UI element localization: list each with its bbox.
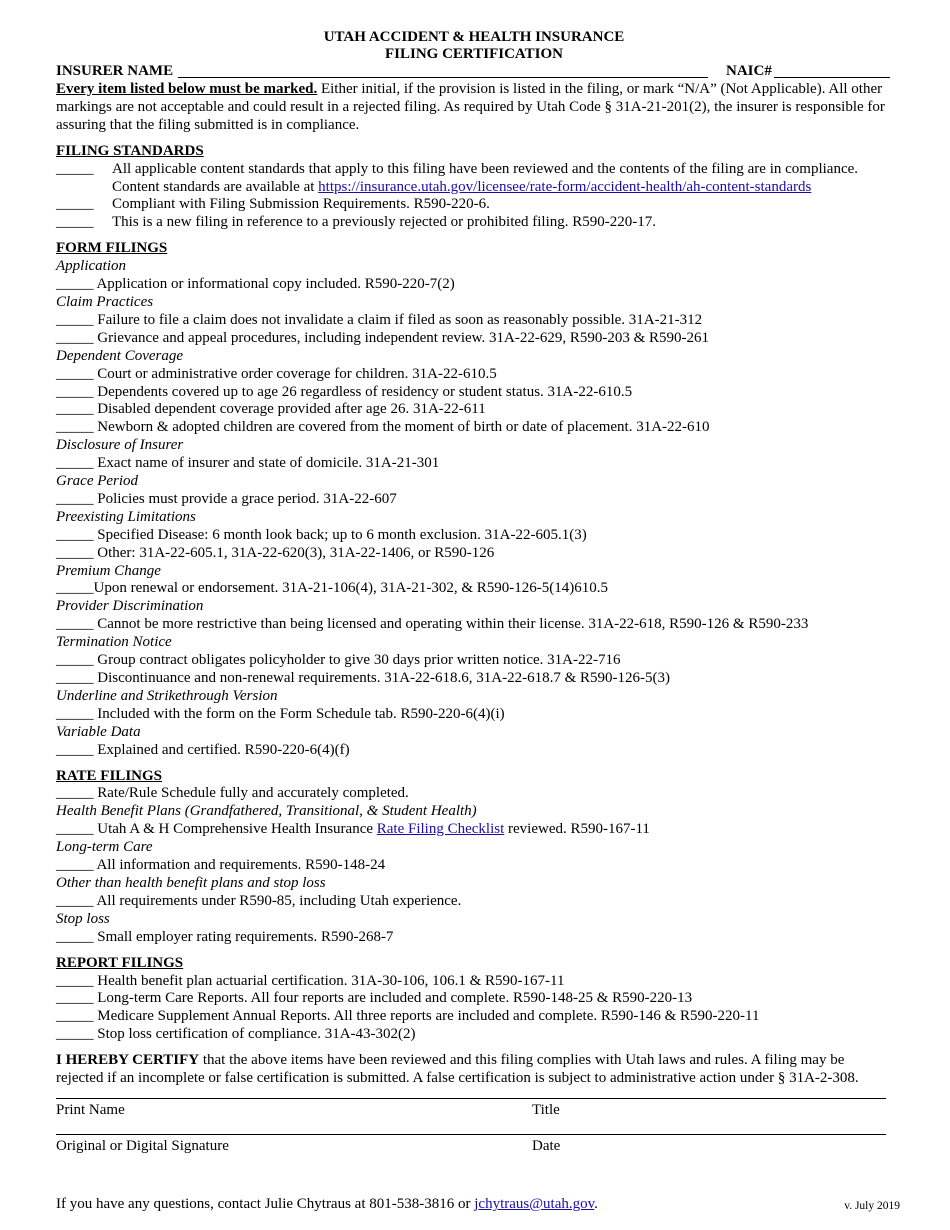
category-label: Variable Data	[56, 723, 141, 740]
initial-blank[interactable]: _____	[56, 670, 94, 686]
initial-blank[interactable]: _____	[56, 1008, 94, 1025]
signature-label: Original or Digital Signature	[56, 1137, 229, 1154]
filing-standard-item	[56, 196, 892, 214]
report-filings-list	[56, 973, 892, 1045]
category-label: Other than health benefit plans and stop loss	[56, 874, 326, 891]
initial-blank[interactable]: _____	[56, 329, 94, 346]
initial-blank[interactable]: _____	[56, 990, 94, 1007]
form-filings-heading: FORM FILINGS	[56, 240, 168, 257]
report-filings-heading: REPORT FILINGS	[56, 954, 184, 971]
item-text: Medicare Supplement Annual Reports. All three reports are included and complete. R590-146 & R590-220-11	[97, 1008, 760, 1025]
filing-standard-item	[56, 214, 892, 232]
certification-form	[56, 29, 892, 1166]
contact-text-end: .	[594, 1196, 598, 1212]
content-standards-link[interactable]: https://insurance.utah.gov/licensee/rate-form/accident-health/ah-content-standards	[318, 178, 812, 195]
checklist-item	[56, 312, 892, 330]
item-text: Disabled dependent coverage provided after age 26. 31A-22-611	[97, 401, 486, 418]
category-label: Provider Discrimination	[56, 598, 204, 615]
category-label: Underline and Strikethrough Version	[56, 687, 278, 704]
initial-blank[interactable]: _____	[56, 652, 94, 669]
initial-blank[interactable]: _____	[56, 365, 94, 382]
item-text: Group contract obligates policyholder to give 30 days prior written notice. 31A-22-716	[97, 652, 621, 669]
initial-blank[interactable]: _____	[56, 383, 94, 400]
item-text: Dependents covered up to age 26 regardless of residency or student status. 31A-22-610.5	[97, 383, 633, 400]
initial-blank[interactable]: _____	[56, 705, 94, 722]
category-label: Stop loss	[56, 910, 110, 927]
initial-blank[interactable]: _____	[56, 490, 94, 507]
category-label: Health Benefit Plans (Grandfathered, Transitional, & Student Health)	[56, 803, 477, 820]
checklist-item	[56, 821, 892, 839]
certify-bold: I HEREBY CERTIFY	[56, 1052, 200, 1069]
initial-blank[interactable]: _____	[56, 276, 94, 293]
certify-text: that the above items have been reviewed and this filing complies with Utah laws and rules. A filing may be rejected if an incomplete or false certification is submitted. A false certification is subject to administrative action under § 31A-2-308.	[56, 1052, 859, 1087]
checklist-item	[56, 616, 892, 634]
checklist-item	[56, 455, 892, 473]
item-text: Long-term Care Reports. All four reports are included and complete. R590-148-25 & R590-220-13	[97, 990, 693, 1007]
item-text: Utah A & H Comprehensive Health Insurance	[97, 821, 377, 838]
footer	[56, 1196, 900, 1214]
checklist-item	[56, 1026, 892, 1044]
item-text: Policies must provide a grace period. 31A-22-607	[97, 490, 397, 507]
initial-blank[interactable]: _____	[56, 401, 94, 418]
category-label: Dependent Coverage	[56, 347, 184, 364]
print-name-row	[56, 1094, 892, 1130]
checklist-item	[56, 545, 892, 563]
form-title-line2: FILING CERTIFICATION	[385, 46, 563, 62]
item-text: Small employer rating requirements. R590-268-7	[97, 928, 394, 945]
item-text: Court or administrative order coverage for children. 31A-22-610.5	[97, 365, 497, 382]
item-text: Explained and certified. R590-220-6(4)(f)	[97, 741, 350, 758]
checklist-item	[56, 785, 892, 803]
initial-blank[interactable]: _____	[56, 857, 94, 874]
initial-blank[interactable]: _____	[56, 214, 94, 231]
form-filings-list	[56, 258, 892, 759]
item-text: Rate/Rule Schedule fully and accurately completed.	[97, 785, 409, 802]
checklist-item	[56, 990, 892, 1008]
initial-blank[interactable]: _____	[56, 741, 94, 758]
item-text: Specified Disease: 6 month look back; up to 6 month exclusion. 31A-22-605.1(3)	[97, 526, 587, 543]
category-label: Application	[56, 258, 126, 275]
signature-row	[56, 1130, 892, 1166]
initial-blank[interactable]: _____	[56, 160, 94, 177]
version-label: v. July 2019	[844, 1200, 900, 1212]
filing-standard-item	[56, 161, 892, 197]
intro-text: Either initial, if the provision is listed in the filing, or mark “N/A” (Not Applicable). All other markings are not acceptable and could result in a rejected filing. As required by Utah Code § 31A-21-201(2), the insurer is responsible for assuring that the filing submitted is in compliance.	[56, 81, 885, 133]
initial-blank[interactable]: _____	[56, 544, 94, 561]
item-text: Failure to file a claim does not invalidate a claim if filed as soon as reasonably possible. 31A-21-312	[97, 311, 703, 328]
rate-filing-checklist-link[interactable]: Rate Filing Checklist	[376, 821, 505, 838]
initial-blank[interactable]: _____	[56, 1026, 94, 1043]
checklist-item	[56, 384, 892, 402]
category-label: Long-term Care	[56, 839, 153, 856]
checklist-item	[56, 1008, 892, 1026]
contact-text: If you have any questions, contact Julie Chytraus at 801-538-3816 or	[56, 1196, 475, 1212]
category-label: Disclosure of Insurer	[56, 437, 184, 454]
initial-blank[interactable]: _____	[56, 419, 94, 436]
filing-standard-text: All applicable content standards that apply to this filing have been reviewed and the contents of the filing are in compliance. Content standards are available at	[112, 160, 859, 195]
category-label: Claim Practices	[56, 293, 154, 310]
item-text: Discontinuance and non-renewal requirements. 31A-22-618.6, 31A-22-618.7 & R590-126-5(3)	[97, 670, 671, 686]
item-text: Exact name of insurer and state of domicile. 31A-21-301	[97, 455, 440, 472]
signature-line[interactable]	[56, 1134, 886, 1135]
insurer-name-label: INSURER NAME	[56, 63, 174, 79]
item-text: Application or informational copy included. R590-220-7(2)	[96, 276, 455, 293]
checklist-item	[56, 276, 892, 294]
initial-blank[interactable]: _____	[56, 972, 94, 989]
date-label: Date	[532, 1137, 561, 1154]
category-label: Preexisting Limitations	[56, 508, 196, 525]
initial-blank[interactable]: _____	[56, 785, 94, 802]
category-label: Grace Period	[56, 473, 139, 490]
initial-blank[interactable]: _____	[56, 196, 94, 213]
initial-blank[interactable]: _____	[56, 580, 94, 597]
intro-paragraph	[56, 81, 892, 135]
filing-standard-text: Compliant with Filing Submission Requirements. R590-220-6.	[112, 196, 490, 213]
checklist-item	[56, 491, 892, 509]
item-text: All requirements under R590-85, including Utah experience.	[96, 892, 462, 909]
initial-blank[interactable]: _____	[56, 526, 94, 543]
certification-statement	[56, 1052, 892, 1088]
initial-blank[interactable]: _____	[56, 892, 94, 909]
checklist-item	[56, 366, 892, 384]
item-text: Upon renewal or endorsement. 31A-21-106(4), 31A-21-302, & R590-126-5(14)610.5	[93, 580, 608, 597]
item-text: All information and requirements. R590-148-24	[96, 857, 386, 874]
category-label: Termination Notice	[56, 634, 172, 651]
insurer-row	[56, 63, 892, 81]
checklist-item	[56, 580, 892, 598]
checklist-item	[56, 973, 892, 991]
rate-filings-heading: RATE FILINGS	[56, 767, 162, 784]
checklist-item	[56, 330, 892, 348]
item-text: Grievance and appeal procedures, including independent review. 31A-22-629, R590-203 & R590-261	[97, 329, 710, 346]
checklist-item	[56, 706, 892, 724]
checklist-item	[56, 670, 892, 688]
filing-standard-text: This is a new filing in reference to a previously rejected or prohibited filing. R590-220-17.	[112, 214, 657, 231]
checklist-item	[56, 419, 892, 437]
filing-standards-heading: FILING STANDARDS	[56, 142, 204, 159]
item-text: Newborn & adopted children are covered from the moment of birth or date of placement. 31A-22-610	[97, 419, 710, 436]
initial-blank[interactable]: _____	[56, 455, 94, 472]
checklist-item	[56, 742, 892, 760]
checklist-item	[56, 401, 892, 419]
checklist-item	[56, 527, 892, 545]
print-name-line[interactable]	[56, 1098, 886, 1099]
item-text: Other: 31A-22-605.1, 31A-22-620(3), 31A-22-1406, or R590-126	[97, 544, 495, 561]
print-name-label: Print Name	[56, 1101, 125, 1118]
checklist-item	[56, 929, 892, 947]
item-text: Stop loss certification of compliance. 31A-43-302(2)	[97, 1026, 416, 1043]
naic-label: NAIC#	[726, 63, 772, 79]
checklist-item	[56, 652, 892, 670]
item-text: Included with the form on the Form Schedule tab. R590-220-6(4)(i)	[97, 705, 505, 722]
category-label: Premium Change	[56, 562, 161, 579]
initial-blank[interactable]: _____	[56, 616, 94, 633]
contact-email-link[interactable]: jchytraus@utah.gov	[474, 1196, 595, 1212]
item-text: Health benefit plan actuarial certification. 31A-30-106, 106.1 & R590-167-11	[97, 972, 565, 989]
initial-blank[interactable]: _____	[56, 821, 94, 838]
insurer-name-field[interactable]	[178, 77, 708, 78]
item-text: reviewed. R590-167-11	[504, 821, 650, 838]
form-title-line1: UTAH ACCIDENT & HEALTH INSURANCE	[323, 29, 625, 45]
naic-field[interactable]	[774, 77, 890, 78]
item-text: Cannot be more restrictive than being licensed and operating within their license. 31A-22-618, R590-126 & R590-233	[97, 616, 809, 633]
checklist-item	[56, 857, 892, 875]
intro-bold: Every item listed below must be marked.	[56, 81, 318, 97]
initial-blank[interactable]: _____	[56, 311, 94, 328]
checklist-item	[56, 893, 892, 911]
title-label: Title	[532, 1101, 560, 1118]
initial-blank[interactable]: _____	[56, 928, 94, 945]
